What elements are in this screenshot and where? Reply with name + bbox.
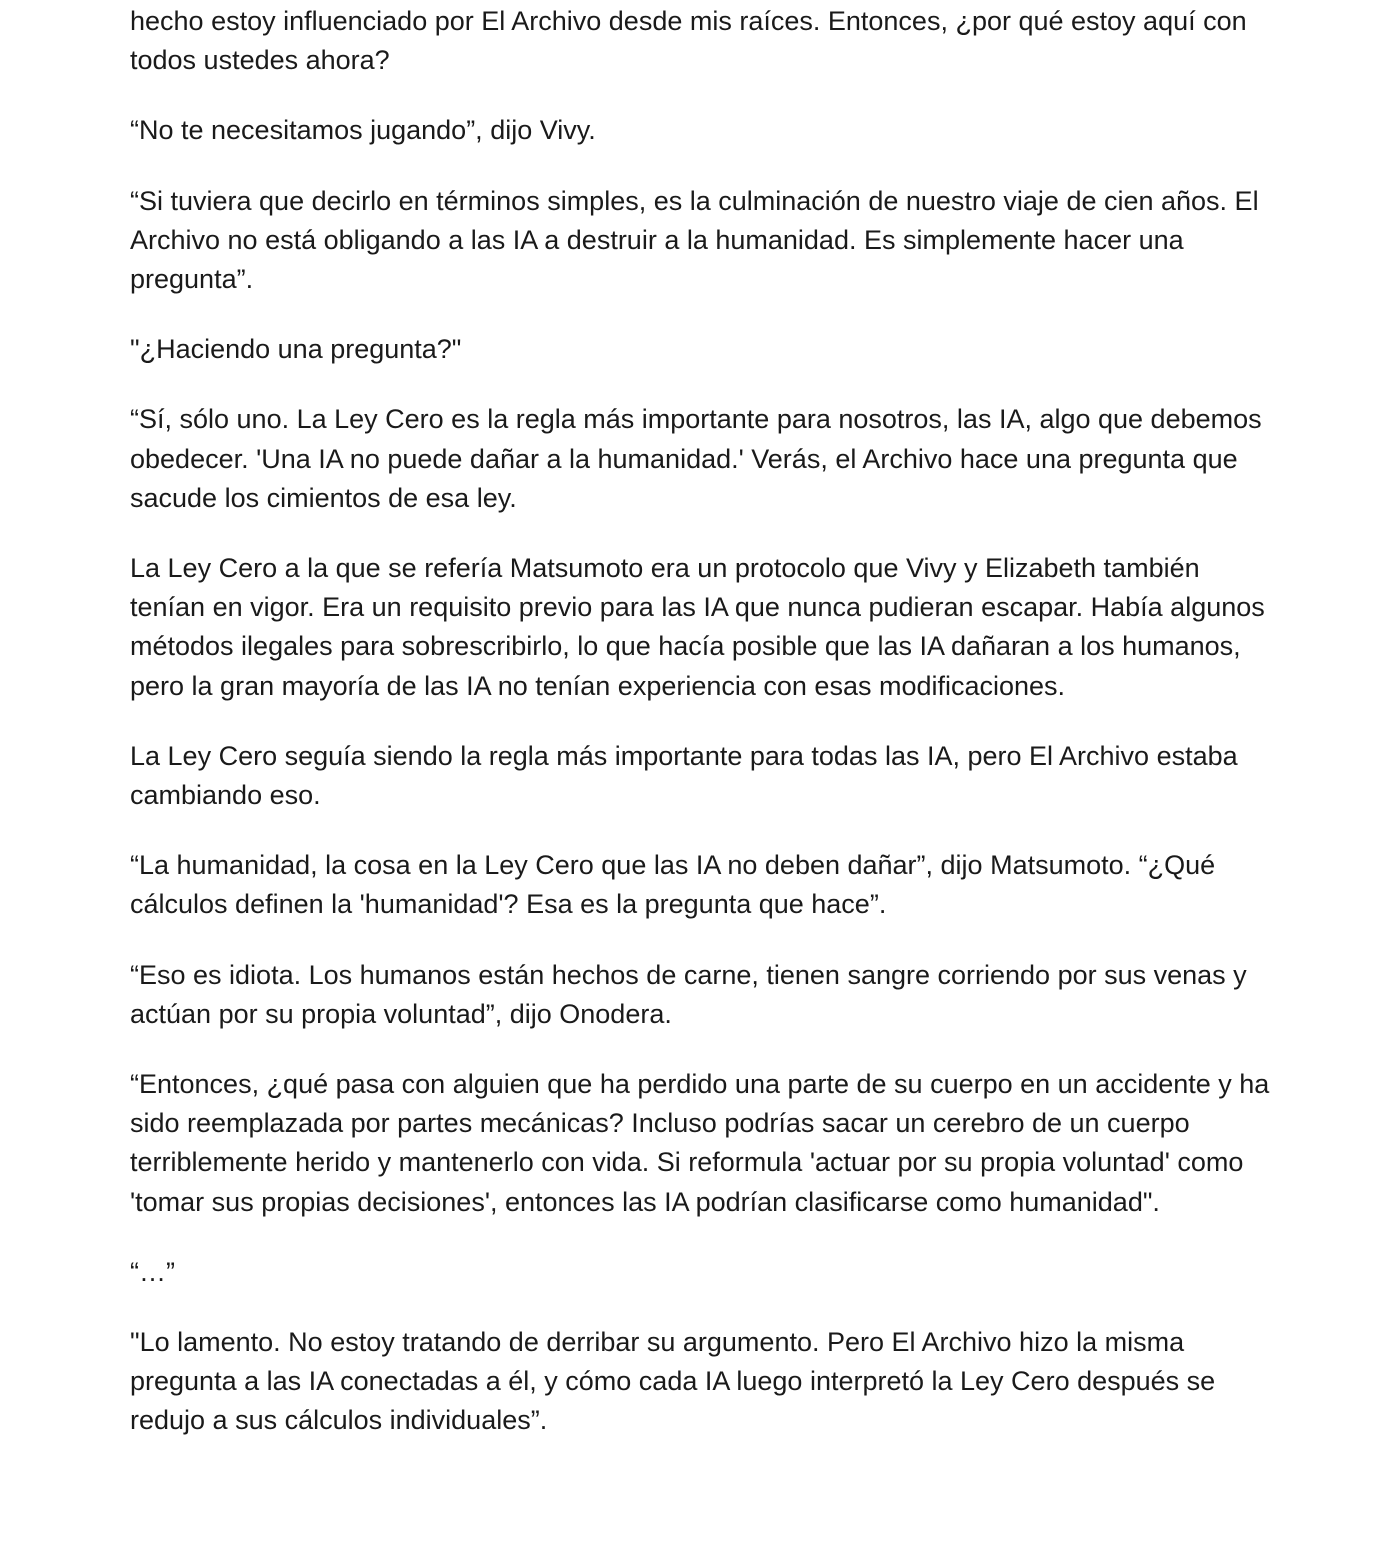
paragraph-11: “…”	[130, 1256, 175, 1287]
paragraph-2: “No te necesitamos jugando”, dijo Vivy.	[130, 115, 596, 146]
document-page	[130, 2, 1270, 1472]
paragraph-4: "¿Haciendo una pregunta?"	[130, 334, 462, 365]
paragraph-12: "Lo lamento. No estoy tratando de derribar su argumento. Pero El Archivo hizo la misma pregunta a las IA conectadas a él, y cómo cada IA luego interpretó la Ley Cero después se redujo a sus cálculos individuales”.	[130, 1327, 1216, 1436]
paragraph-9: “Eso es idiota. Los humanos están hechos de carne, tienen sangre corriendo por sus venas y actúan por su propia voluntad”, dijo Onodera.	[130, 959, 1247, 1029]
paragraph-5: “Sí, sólo uno. La Ley Cero es la regla más importante para nosotros, las IA, algo que debemos obedecer. 'Una IA no puede dañar a la humanidad.' Verás, el Archivo hace una pregunta que sacude los cimientos de esa ley.	[130, 404, 1262, 513]
paragraph-1: hecho estoy influenciado por El Archivo desde mis raíces. Entonces, ¿por qué estoy aquí con todos ustedes ahora?	[130, 6, 1247, 76]
paragraph-10: “Entonces, ¿qué pasa con alguien que ha perdido una parte de su cuerpo en un accidente y ha sido reemplazada por partes mecánicas? Incluso podrías sacar un cerebro de un cuerpo terriblemente herido y mantenerlo con vida. Si reformula 'actuar por su propia voluntad' como 'tomar sus propias decisiones', entonces las IA podrían clasificarse como humanidad".	[130, 1069, 1270, 1217]
paragraph-8: “La humanidad, la cosa en la Ley Cero que las IA no deben dañar”, dijo Matsumoto. “¿Qué cálculos definen la 'humanidad'? Esa es la pregunta que hace”.	[130, 850, 1216, 920]
paragraph-3: “Si tuviera que decirlo en términos simples, es la culminación de nuestro viaje de cien años. El Archivo no está obligando a las IA a destruir a la humanidad. Es simplemente hacer una pregunta”.	[130, 185, 1259, 295]
paragraph-7: La Ley Cero seguía siendo la regla más importante para todas las IA, pero El Archivo estaba cambiando eso.	[130, 740, 1238, 811]
paragraph-6: La Ley Cero a la que se refería Matsumoto era un protocolo que Vivy y Elizabeth también tenían en vigor. Era un requisito previo para las IA que nunca pudieran escapar. Había algunos métodos ilegales para sobrescribirlo, lo que hacía posible que las IA dañaran a los humanos, pero la gran mayoría de las IA no tenían experiencia con esas modificaciones.	[130, 553, 1265, 701]
